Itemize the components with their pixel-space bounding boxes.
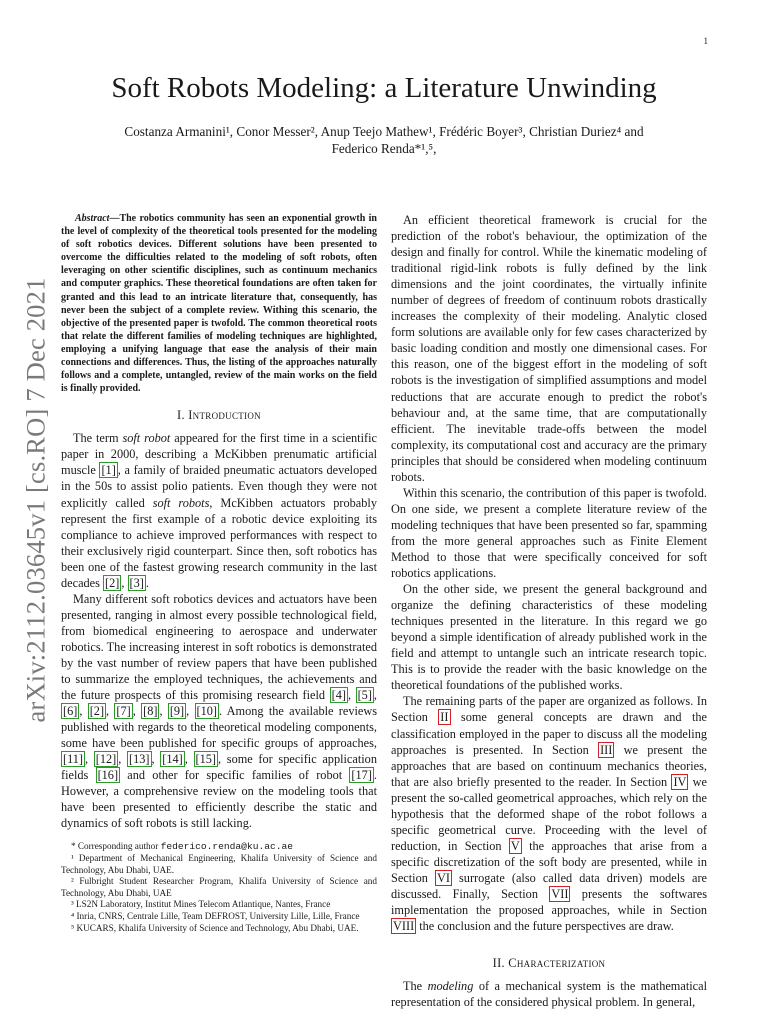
section-link[interactable]: IV [673, 774, 687, 789]
author-line-1: Costanza Armanini¹, Conor Messer², Anup Teejo Mathew¹, Frédéric Boyer³, Christian Duriez⁴ and [124, 124, 644, 139]
citation-link[interactable]: [11] [63, 752, 84, 767]
citation-link[interactable]: [16] [97, 768, 119, 783]
section-title: Characterization [508, 956, 606, 971]
abstract-label: Abstract [75, 213, 110, 224]
section-link[interactable]: V [510, 838, 520, 853]
body-paragraph: Within this scenario, the contribution of this paper is twofold. On one side, we present a complete literature review of the modeling techniques that have been presented so far, spamming from the more general approaches such as Finite Element Method to those that were specifically conceived for soft robotics applications. [391, 485, 707, 581]
section-title: Introduction [188, 408, 261, 423]
paper-title: Soft Robots Modeling: a Literature Unwinding [111, 72, 657, 104]
left-column [61, 212, 377, 934]
citation-link[interactable]: [10] [196, 704, 218, 719]
citation-link[interactable]: [2] [89, 704, 105, 719]
intro-paragraph-1: The term soft robot appeared for the first time in a scientific paper in 2000, describing a McKibben prenumatic artificial muscle [1] , a family of braided pneumatic actuators developed in the 50s to assist polio patients. Even though they were not explicitly called soft robots, McKibben actuators probably represent the first example of a robotic device exploiting its compliance to achieve improved performances with respect to their exclusively rigid counterpart. Since then, soft robotics has been one of the fastest growing research community in the last decades [2] , [3] . [61, 431, 377, 590]
section-link[interactable]: III [600, 742, 613, 757]
citation-link[interactable]: [5] [357, 688, 372, 703]
body-paragraph: An efficient theoretical framework is crucial for the prediction of the robot's behaviour, the optimization of the design and finally for control. While the kinematic modeling of traditional rigid-link robots is fully defined by the link dimensions and the joint coordinates, the virtually infinite number of degrees of freedom of continuum robots drastically increases the complexity of their modeling. Analytic closed form solutions are available only for few cases characterized by basic loading condition and mostly one dimensional cases. For this reason, one of the biggest effort in the modeling of soft robots is the investigation of simplified assumptions and model reductions that are accurate enough to predict the robot's behaviour and, at the same time, that are computationally efficient. The inevitable trade-offs between the model complexity, its computational cost and accuracy are the primary principles that should be considered when modeling continuum robots. [391, 213, 707, 484]
footnote-3: ³ LS2N Laboratory, Institut Mines Telecom Atlantique, Nantes, France [71, 899, 331, 910]
arxiv-stamp-text: arXiv:2112.03645v1 [cs.RO] 7 Dec 2021 [20, 277, 51, 723]
page-number: 1 [703, 36, 708, 46]
right-column [391, 212, 707, 1010]
citation-link[interactable]: [14] [162, 752, 183, 767]
citation-link[interactable]: [17] [351, 768, 372, 783]
footnote-corresponding: * Corresponding author federico.renda@ku.ac.ae [71, 841, 293, 853]
section-link[interactable]: VIII [393, 919, 415, 934]
footnote-5: ⁵ KUCARS, Khalifa University of Science and Technology, Abu Dhabi, UAE. [71, 922, 359, 933]
footnote-2: ² Fulbright Student Researcher Program, Khalifa University of Science and Technology, Abu Dhabi, UAE [61, 876, 377, 898]
citation-link[interactable]: [15] [195, 752, 217, 767]
email-link[interactable]: federico.renda@ku.ac.ae [160, 841, 293, 853]
abstract-text: —The robotics community has seen an exponential growth in the level of complexity of the theoretical tools presented for the modeling of soft robotics devices. Different solutions have been presented to overcome the difficulties related to the modeling of soft robots, often leveraging on other scientific disciplines, such as continuum mechanics and computer graphics. These theoretical foundations are often taken for granted and this lead to an intricate literature that, consequently, has never been the subject of a complete review. Withing this scenario, the objective of the presented paper is twofold. The common theoretical roots that relate the different families of modeling techniques are highlighted, employing a unifying language that ease the analysis of their main connections and differences. Thus, the listing of the approaches naturally follows and a complete, untangled, review of the main works on the field is finally provided. [61, 213, 377, 395]
footnote-4: ⁴ Inria, CNRS, Centrale Lille, Team DEFROST, University Lille, Lille, France [71, 911, 360, 922]
arxiv-stamp [6, 277, 66, 723]
section-heading-characterization [391, 956, 707, 971]
section-number: I. [177, 408, 185, 423]
footnotes [61, 841, 377, 934]
citation-link[interactable]: [8] [143, 704, 158, 719]
citation-link[interactable]: [4] [331, 688, 346, 703]
abstract [61, 212, 377, 395]
characterization-paragraph: The modeling of a mechanical system is the mathematical representation of the considered physical problem. In general, [391, 979, 707, 1010]
section-link[interactable]: VI [436, 870, 450, 885]
section-link[interactable]: II [440, 710, 449, 725]
intro-paragraph-2: Many different soft robotics devices and actuators have been presented, ranging in almost every possible technological field, from biomedical engineering to aerospace and underwater robotics. The increasing interest in soft robotics is demonstrated by the vast number of review papers that have been published to summarize the employed techniques, the achievements and the future prospects of this promising research field [4] , [5] , [6] , [2] , [7] , [8] , [9] , [10] . Among the available reviews published with regards to the theoretical modeling components, some have been published for specific groups of approaches, [11] , [12] , [13] , [14] , [15] , some for specific application fields [16] and other for specific families of robot [17] . However, a comprehensive review on the modeling tools that have been presented to efficiently describe the static and dynamics of soft robots is still lacking. [61, 591, 378, 831]
paper-outline-paragraph: The remaining parts of the paper are organized as follows. In Section II some general concepts are drawn and the classification employed in the paper to discuss all the modeling approaches is presented. In Section III we present the approaches that are based on continuum mechanics theories, that are also briefly presented to the reader. In Section IV we present the so-called geometrical approaches, which rely on the hypothesis that the deformed shape of the robot follows a specific geometrical curve. Proceeding with the level of reduction, in Section V the approaches that arise from a specific discretization of the soft body are presented, while in Section VI surrogate (also called data driven) models are discussed. Finally, Section VII presents the softwares implementation the proposed approaches, while in Section VIII the conclusion and the future perspectives are draw. [391, 694, 708, 934]
citation-link[interactable]: [12] [95, 752, 117, 767]
section-link[interactable]: VII [551, 886, 569, 901]
citation-link[interactable]: [1] [101, 463, 116, 478]
citation-link[interactable]: [6] [63, 704, 78, 719]
author-list [92, 123, 676, 157]
citation-link[interactable]: [3] [129, 575, 144, 590]
citation-link[interactable]: [13] [129, 752, 150, 767]
author-line-2: Federico Renda*¹,⁵, [331, 141, 437, 156]
citation-link[interactable]: [2] [105, 575, 120, 590]
section-number: II. [492, 956, 505, 971]
footnote-1: ¹ Department of Mechanical Engineering, Khalifa University of Science and Technology, Abu Dhabi, UAE. [61, 853, 377, 875]
citation-link[interactable]: [7] [116, 704, 131, 719]
section-heading-introduction [61, 408, 377, 423]
body-paragraph: On the other side, we present the general background and organize the defining characteristics of these modeling techniques presented in the literature. In this regard we go beyond a simple identification of already published work in the field and attempt to untangle such an intricate research topic. This is to provide the reader with the basic knowledge on the theoretical foundations of the published works. [391, 582, 707, 693]
citation-link[interactable]: [9] [169, 704, 185, 719]
